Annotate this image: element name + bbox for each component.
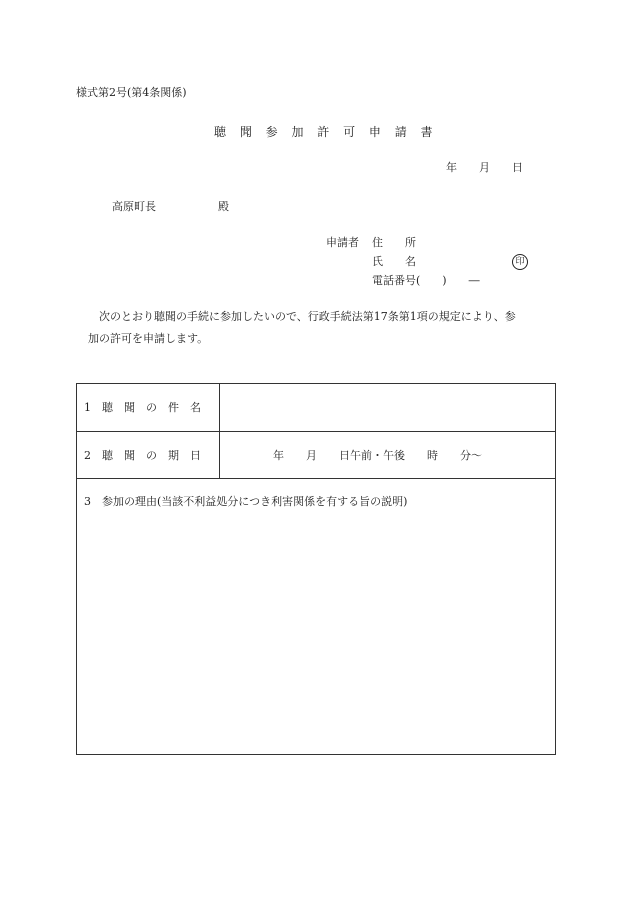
- table-row: [77, 479, 555, 754]
- applicant-label: 申請者: [326, 236, 359, 249]
- application-table: [76, 383, 556, 755]
- address-label: 住 所: [372, 236, 416, 249]
- addressee: 高原町長: [112, 200, 156, 213]
- participation-reason-label: 3 参加の理由(当該不利益処分につき利害関係を有する旨の説明): [84, 495, 408, 508]
- name-label: 氏 名: [372, 255, 416, 268]
- table-row: [77, 384, 555, 432]
- form-number: 様式第2号(第4条関係): [76, 86, 187, 99]
- body-line-1: 次のとおり聴聞の手続に参加したいので、行政手続法第17条第1項の規定により、参: [99, 310, 516, 323]
- date-line: 年 月 日: [446, 161, 523, 174]
- hearing-date-label: 2 聴 聞 の 期 日: [84, 449, 201, 462]
- phone-label: 電話番号( ) ―: [372, 274, 480, 287]
- body-line-2: 加の許可を申請します。: [88, 332, 209, 345]
- seal-icon: [512, 254, 528, 270]
- seal-mark: 印: [512, 254, 528, 270]
- table-row: [77, 432, 555, 479]
- case-name-label: 1 聴 聞 の 件 名: [84, 401, 201, 414]
- honorific: 殿: [218, 200, 229, 213]
- hearing-date-value: 年 月 日午前・午後 時 分～: [273, 449, 482, 462]
- document-title: 聴 聞 参 加 許 可 申 請 書: [214, 125, 435, 139]
